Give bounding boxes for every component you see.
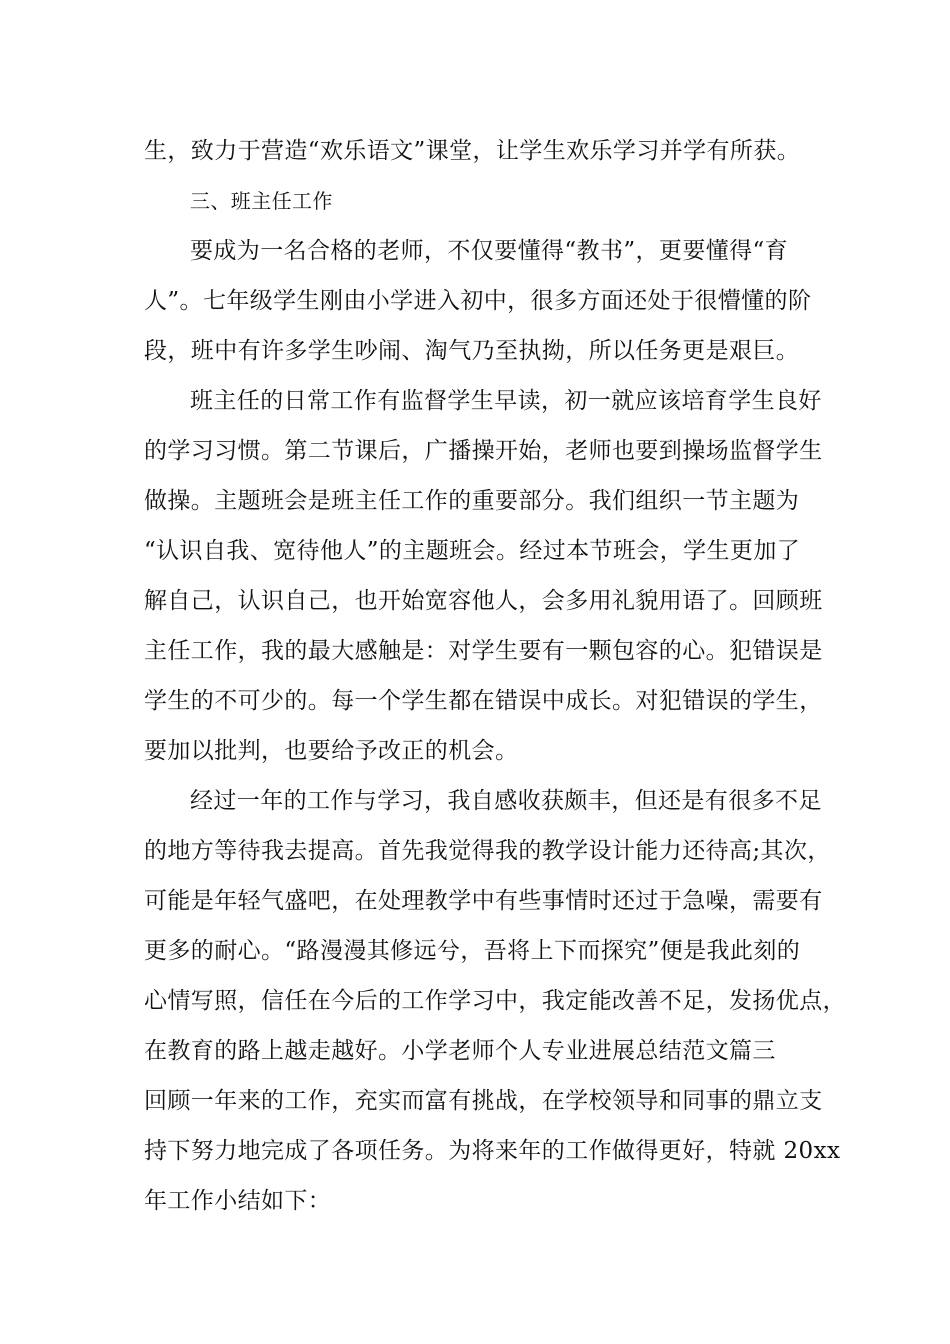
- text-line: 的学习习惯。第二节课后，广播操开始，老师也要到操场监督学生: [144, 438, 823, 464]
- text-line: 的地方等待我去提高。首先我觉得我的教学设计能力还待高;其次，: [144, 838, 831, 864]
- text-line: 学生的不可少的。每一个学生都在错误中成长。对犯错误的学生，: [144, 688, 823, 714]
- text-line: 要加以批判，也要给予改正的机会。: [144, 738, 519, 764]
- text-line: 经过一年的工作与学习，我自感收获颇丰，但还是有很多不足: [190, 788, 822, 814]
- text-line: 可能是年轻气盛吧，在处理教学中有些事情时还过于急噪，需要有: [144, 888, 823, 914]
- text-line: 段，班中有许多学生吵闹、淘气乃至执拗，所以任务更是艰巨。: [144, 338, 800, 364]
- text-line: 班主任的日常工作有监督学生早读，初一就应该培育学生良好: [190, 388, 822, 414]
- text-line: 要成为一名合格的老师，不仅要懂得“教书”，更要懂得“育: [190, 238, 789, 264]
- text-line: 在教育的路上越走越好。小学老师个人专业进展总结范文篇三: [144, 1038, 776, 1064]
- text-line: “认识自我、宽待他人”的主题班会。经过本节班会，学生更加了: [144, 538, 801, 564]
- text-line: 解自己，认识自己，也开始宽容他人，会多用礼貌用语了。回顾班: [144, 588, 823, 614]
- text-line: 人”。七年级学生刚由小学进入初中，很多方面还处于很懵懂的阶: [144, 288, 812, 314]
- text-line: 心情写照，信任在今后的工作学习中，我定能改善不足，发扬优点，: [144, 988, 846, 1014]
- text-line: 年工作小结如下：: [144, 1188, 332, 1214]
- section-heading: 三、班主任工作: [190, 189, 333, 213]
- text-line: 生，致力于营造“欢乐语文”课堂，让学生欢乐学习并学有所获。: [144, 138, 801, 164]
- text-line: 回顾一年来的工作，充实而富有挑战，在学校领导和同事的鼎立支: [144, 1088, 823, 1114]
- text-line: 持下努力地完成了各项任务。为将来年的工作做得更好，特就 20xx: [144, 1138, 841, 1164]
- text-line: 主任工作，我的最大感触是：对学生要有一颗包容的心。犯错误是: [144, 638, 823, 664]
- text-line: 更多的耐心。“路漫漫其修远兮，吾将上下而探究”便是我此刻的: [144, 938, 801, 964]
- text-line: 做操。主题班会是班主任工作的重要部分。我们组织一节主题为: [144, 488, 800, 514]
